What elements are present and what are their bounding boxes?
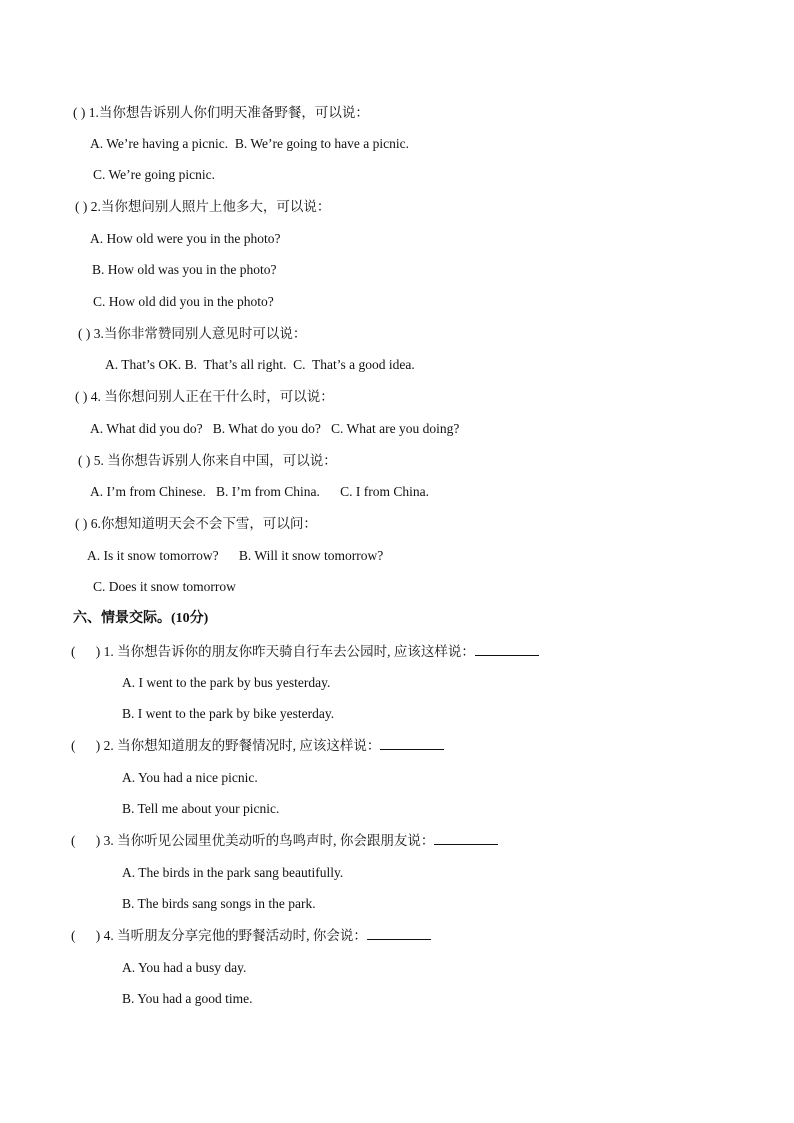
question-stem <box>71 643 539 661</box>
section-heading: 六、情景交际。(10分) <box>73 611 209 626</box>
question-stem <box>71 737 444 755</box>
answer-blank[interactable] <box>475 643 539 656</box>
option-line: B. You had a good time. <box>122 991 253 1006</box>
option-line: A. You had a busy day. <box>122 960 247 975</box>
option-line: C. How old did you in the photo? <box>93 294 274 309</box>
option-line: A. We’re having a picnic. B. We’re going to have a picnic. <box>90 136 409 151</box>
answer-blank[interactable] <box>434 832 498 845</box>
option-line: A. I’m from Chinese. B. I’m from China. C. I from China. <box>90 484 429 499</box>
option-line: C. Does it snow tomorrow <box>93 579 236 594</box>
question-stem: ( ) 1.当你想告诉别人你们明天准备野餐，可以说： <box>73 105 369 120</box>
answer-blank[interactable] <box>380 737 444 750</box>
option-line: B. Tell me about your picnic. <box>122 801 280 816</box>
option-line: A. That’s OK. B. That’s all right. C. That’s a good idea. <box>105 357 415 372</box>
question-stem-text: ( ) 2. 当你想知道朋友的野餐情况时, 应该这样说： <box>71 738 381 753</box>
question-stem <box>71 927 431 945</box>
option-line: A. The birds in the park sang beautifully. <box>122 865 344 880</box>
answer-blank[interactable] <box>367 927 431 940</box>
option-line: A. How old were you in the photo? <box>90 231 281 246</box>
option-line: A. You had a nice picnic. <box>122 770 258 785</box>
question-stem: ( ) 5. 当你想告诉别人你来自中国，可以说： <box>78 453 337 468</box>
option-line: B. The birds sang songs in the park. <box>122 896 316 911</box>
option-line: A. I went to the park by bus yesterday. <box>122 675 331 690</box>
question-stem: ( ) 2.当你想问别人照片上他多大，可以说： <box>75 199 331 214</box>
question-stem: ( ) 4. 当你想问别人正在干什么时，可以说： <box>75 389 334 404</box>
option-line: B. I went to the park by bike yesterday. <box>122 706 335 721</box>
option-line: A. Is it snow tomorrow? B. Will it snow tomorrow? <box>87 548 384 563</box>
question-stem <box>71 832 498 850</box>
option-line: A. What did you do? B. What do you do? C. What are you doing? <box>90 421 460 436</box>
question-stem-text: ( ) 1. 当你想告诉你的朋友你昨天骑自行车去公园时, 应该这样说： <box>71 644 475 659</box>
question-stem-text: ( ) 3. 当你听见公园里优美动听的鸟鸣声时, 你会跟朋友说： <box>71 833 435 848</box>
option-line: B. How old was you in the photo? <box>92 262 277 277</box>
question-stem: ( ) 6.你想知道明天会不会下雪，可以问： <box>75 516 317 531</box>
option-line: C. We’re going picnic. <box>93 167 216 182</box>
question-stem: ( ) 3.当你非常赞同别人意见时可以说： <box>78 326 307 341</box>
question-stem-text: ( ) 4. 当听朋友分享完他的野餐活动时, 你会说： <box>71 928 367 943</box>
